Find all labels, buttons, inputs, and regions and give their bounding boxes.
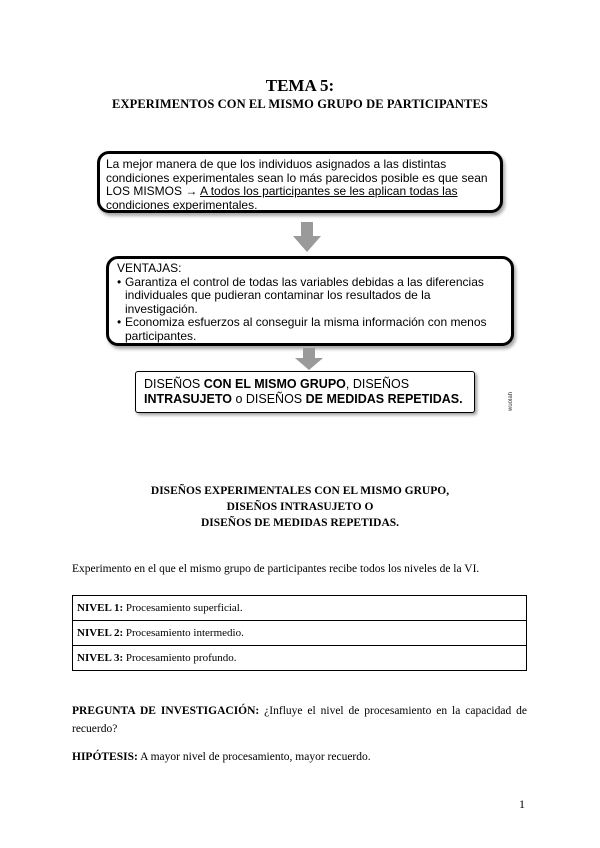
designs-text: o DISEÑOS (231, 392, 306, 406)
down-arrow-icon (293, 222, 321, 252)
question-label: PREGUNTA DE INVESTIGACIÓN: (72, 705, 260, 717)
table-row: NIVEL 2: Procesamiento intermedio. (73, 621, 527, 646)
designs-text: , DISEÑOS (345, 377, 410, 391)
designs-bold: CON EL MISMO GRUPO (203, 377, 346, 391)
page-number: 1 (519, 797, 525, 811)
research-question (72, 702, 527, 738)
advantages-heading: VENTAJAS: (117, 261, 182, 275)
definition-text: La mejor manera de que los individuos asignados a las distintas condiciones experimentales sean lo más parecidos posible es que sean LOS MISMOS → (106, 157, 488, 198)
advantage-item (117, 276, 505, 317)
bullet-icon: • (117, 315, 122, 329)
designs-text: DISEÑOS (144, 377, 204, 391)
designs-box (135, 371, 475, 413)
designs-bold: INTRASUJETO (144, 392, 232, 406)
table-row: NIVEL 3: Procesamiento profundo. (73, 646, 527, 671)
advantages-box (106, 256, 514, 346)
levels-table (72, 595, 527, 671)
intro-paragraph: Experimento en el que el mismo grupo de participantes recibe todos los niveles de la VI. (72, 563, 480, 575)
question-text: ¿Influye el nivel de procesamiento en la capacidad de recuerdo? (72, 705, 527, 735)
section-title: DISEÑOS EXPERIMENTALES CON EL MISMO GRUPO, DISEÑOS INTRASUJETO O DISEÑOS DE MEDIDAS REPETIDAS. (150, 485, 450, 529)
advantage-text: Garantiza el control de todas las variables debidas a las diferencias individuales que pudieran contaminar los resultados de la investigación. (125, 274, 484, 316)
advantage-text: Economiza esfuerzos al conseguir la misma información con menos participantes. (125, 315, 487, 343)
page-subtitle: EXPERIMENTOS CON EL MISMO GRUPO DE PARTICIPANTES (112, 97, 488, 111)
table-row: NIVEL 1: Procesamiento superficial. (73, 596, 527, 621)
designs-bold: DE MEDIDAS REPETIDAS. (305, 392, 463, 406)
bullet-icon: • (117, 274, 122, 289)
hypothesis-label: HIPÓTESIS: (72, 751, 138, 763)
watermark: wuolah (508, 392, 514, 412)
definition-underlined-text: A todos los participantes se les aplican todas las condiciones experimentales (106, 184, 458, 212)
hypothesis (72, 751, 371, 763)
down-arrow-icon (295, 348, 323, 370)
page-title: TEMA 5: (265, 76, 335, 95)
definition-box (97, 151, 503, 213)
hypothesis-text: A mayor nivel de procesamiento, mayor recuerdo. (137, 751, 371, 763)
definition-end: . (254, 197, 258, 212)
advantage-item (117, 316, 505, 343)
